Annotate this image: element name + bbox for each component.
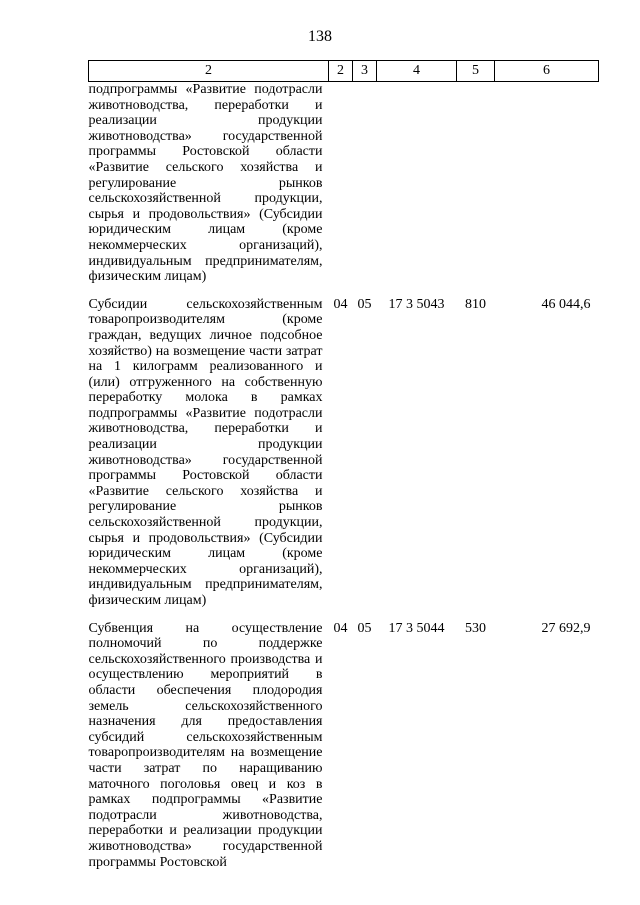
header-col-2b: 2 bbox=[329, 61, 353, 82]
row-subsection: 05 bbox=[357, 620, 372, 636]
row-description: подпрограммы «Развитие подотрасли животноводства, переработки и реализации продукции животноводства» государственной программы Ростовской области «Развитие сельского хозяйства и регулирование рынков сельскохозяйственной продукции, сырья и продовольствия» (Субсидии юридическим лицам (кроме некоммерческих организаций), индивидуальным предпринимателям, физическим лицам) bbox=[88, 82, 323, 285]
row-section: 04 bbox=[333, 296, 348, 312]
budget-table bbox=[88, 60, 599, 870]
row-expense-type bbox=[457, 82, 495, 285]
header-col-5: 5 bbox=[457, 61, 495, 82]
row-amount: 46 044,6 bbox=[541, 296, 591, 312]
header-col-6: 6 bbox=[495, 61, 599, 82]
row-target-code: 17 3 5043 bbox=[388, 296, 445, 312]
row-expense-type: 530 bbox=[465, 620, 486, 636]
header-col-2: 2 bbox=[89, 61, 329, 82]
table-row bbox=[89, 621, 599, 871]
row-section: 04 bbox=[333, 620, 348, 636]
header-col-4: 4 bbox=[377, 61, 457, 82]
page-number: 138 bbox=[308, 28, 332, 45]
table-row bbox=[89, 297, 599, 609]
table-header-row bbox=[89, 61, 599, 82]
table-row bbox=[89, 82, 599, 285]
row-amount bbox=[495, 82, 599, 285]
row-expense-type: 810 bbox=[465, 296, 486, 312]
row-description: Субсидии сельскохозяйственным товаропроизводителям (кроме граждан, ведущих личное подсобное хозяйство) на возмещение части затрат на 1 килограмм реализованного и (или) отгруженного на собственную переработку молока в рамках подпрограммы «Развитие подотрасли животноводства, переработки и реализации продукции животноводства» государственной программы Ростовской области «Развитие сельского хозяйства и регулирование рынков сельскохозяйственной продукции, сырья и продовольствия» (Субсидии юридическим лицам (кроме некоммерческих организаций), индивидуальным предпринимателям, физическим лицам) bbox=[88, 296, 323, 608]
row-subsection: 05 bbox=[357, 296, 372, 312]
header-col-3: 3 bbox=[353, 61, 377, 82]
row-target-code bbox=[377, 82, 457, 285]
row-description: Субвенция на осуществление полномочий по поддержке сельскохозяйственного производства и осуществлению мероприятий в области обеспечения плодородия земель сельскохозяйственного назначения для предоставления субсидий сельскохозяйственным товаропроизводителям на возмещение части затрат по наращиванию маточного поголовья овец и коз в рамках подпрограммы «Развитие подотрасли животноводства, переработки и реализации продукции животноводства» государственной программы Ростовской bbox=[88, 620, 323, 870]
row-subsection bbox=[353, 82, 377, 285]
row-target-code: 17 3 5044 bbox=[388, 620, 445, 636]
row-section bbox=[329, 82, 353, 285]
row-amount: 27 692,9 bbox=[541, 620, 591, 636]
